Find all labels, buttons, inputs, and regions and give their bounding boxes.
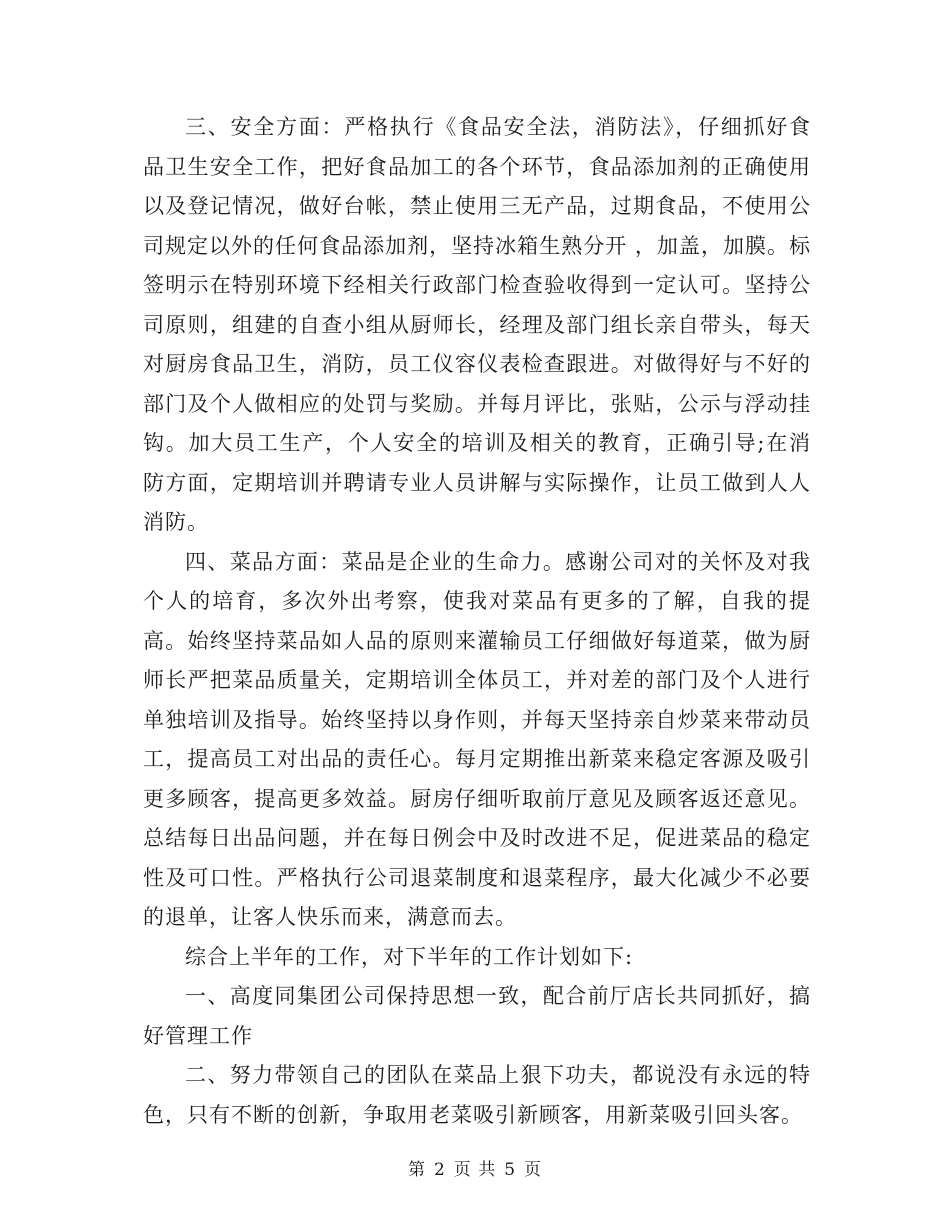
paragraph-plan-item-2: 二、努力带领自己的团队在菜品上狠下功夫，都说没有永远的特色，只有不断的创新，争取用老菜吸引新顾客，用新菜吸引回头客。 xyxy=(143,1063,811,1127)
footer-suffix: 页 xyxy=(524,1160,543,1180)
footer-middle: 页 共 xyxy=(453,1160,497,1180)
footer-current-page: 2 xyxy=(433,1160,446,1180)
footer-prefix: 第 xyxy=(407,1160,426,1180)
footer-total-pages: 5 xyxy=(504,1160,517,1180)
paragraph-plan-intro: 综合上半年的工作，对下半年的工作计划如下: xyxy=(185,944,634,969)
paragraph-plan-item-1: 一、高度同集团公司保持思想一致，配合前厅店长共同抓好，搞好管理工作 xyxy=(143,984,811,1048)
paragraph-safety: 三、安全方面：严格执行《食品安全法，消防法》，仔细抓好食品卫生安全工作，把好食品加工的各个环节，食品添加剂的正确使用以及登记情况，做好台帐，禁止使用三无产品，过期食品，不使用公司规定以外的任何食品添加剂，坚持冰箱生熟分开 ，加盖，加膜。标签明示在特别环境下经相关行政部门检查验收得到一定认可。坚持公司原则，组建的自查小组从厨师长，经理及部门组长亲自带头，每天对厨房食品卫生，消防，员工仪容仪表检查跟进。对做得好与不好的部门及个人做相应的处罚与奖励。并每月评比，张贴，公示与浮动挂钩。加大员工生产，个人安全的培训及相关的教育，正确引导;在消防方面，定期培训并聘请专业人员讲解与实际操作，让员工做到人人消防。 xyxy=(143,115,811,534)
paragraph-dishes: 四、菜品方面：菜品是企业的生命力。感谢公司对的关怀及对我个人的培育，多次外出考察，使我对菜品有更多的了解，自我的提高。始终坚持菜品如人品的原则来灌输员工仔细做好每道菜，做为厨师长严把菜品质量关，定期培训全体员工，并对差的部门及个人进行单独培训及指导。始终坚持以身作则，并每天坚持亲自炒菜来带动员工，提高员工对出品的责任心。每月定期推出新菜来稳定客源及吸引更多顾客，提高更多效益。厨房仔细听取前厅意见及顾客返还意见。总结每日出品问题，并在每日例会中及时改进不足，促进菜品的稳定性及可口性。严格执行公司退菜制度和退菜程序，最大化减少不必要的退单，让客人快乐而来，满意而去。 xyxy=(143,549,811,929)
document-body xyxy=(143,108,811,1135)
page-footer xyxy=(0,1155,950,1180)
